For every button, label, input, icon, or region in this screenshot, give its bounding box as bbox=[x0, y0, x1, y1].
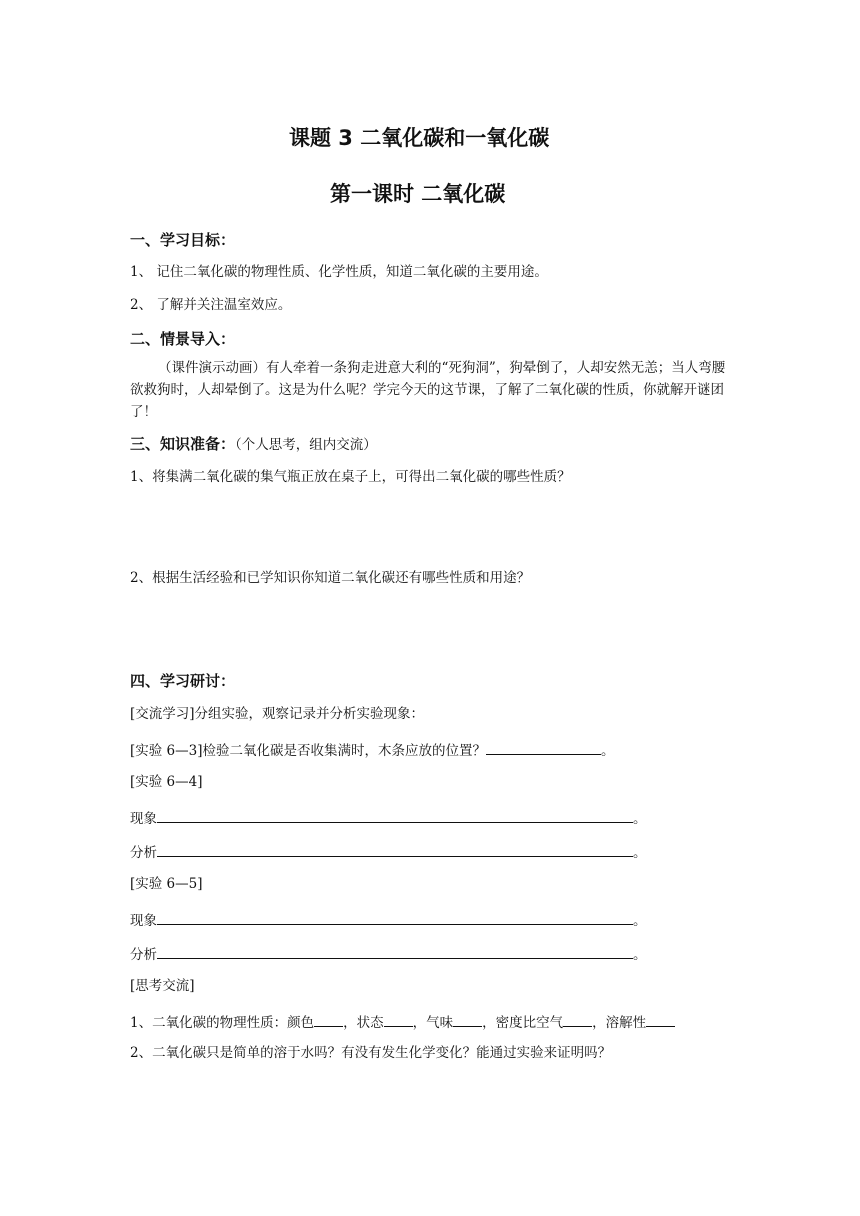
think-label: [思考交流] bbox=[130, 978, 195, 994]
answer-blank[interactable] bbox=[157, 912, 633, 925]
period: 。 bbox=[633, 913, 647, 929]
goal-item: 1、 记住二氧化碳的物理性质、化学性质，知道二氧化碳的主要用途。 bbox=[130, 264, 548, 280]
prep-heading-text: 三、知识准备： bbox=[130, 435, 236, 453]
period: 。 bbox=[633, 811, 647, 827]
answer-blank[interactable] bbox=[646, 1014, 675, 1027]
answer-blank[interactable] bbox=[486, 742, 601, 755]
section-heading-study: 四、学习研讨： bbox=[130, 672, 236, 690]
phenomenon-line bbox=[130, 810, 647, 827]
answer-blank[interactable] bbox=[157, 844, 633, 857]
goal-item: 2、 了解并关注温室效应。 bbox=[130, 297, 292, 313]
section-heading-goals: 一、学习目标： bbox=[130, 231, 236, 249]
phenomenon-line bbox=[130, 912, 647, 929]
section-heading-intro: 二、情景导入： bbox=[130, 330, 236, 348]
property-state: ，状态 bbox=[343, 1015, 384, 1031]
answer-blank[interactable] bbox=[384, 1014, 413, 1027]
analysis-label: 分析 bbox=[130, 845, 157, 861]
prep-question: 1、将集满二氧化碳的集气瓶正放在桌子上，可得出二氧化碳的哪些性质？ bbox=[130, 469, 571, 485]
section-heading-prep bbox=[130, 437, 377, 453]
page-subtitle: 第一课时 二氧化碳 bbox=[330, 182, 506, 206]
analysis-line bbox=[130, 946, 647, 963]
property-question bbox=[130, 1014, 675, 1031]
reaction-question: 2、二氧化碳只是简单的溶于水吗？有没有发生化学变化？能通过实验来证明吗？ bbox=[130, 1045, 612, 1061]
analysis-line bbox=[130, 844, 647, 861]
answer-blank[interactable] bbox=[314, 1014, 343, 1027]
answer-blank[interactable] bbox=[157, 946, 633, 959]
study-intro: [交流学习]分组实验，观察记录并分析实验现象： bbox=[130, 706, 425, 722]
answer-blank[interactable] bbox=[563, 1014, 592, 1027]
period: 。 bbox=[633, 947, 647, 963]
experiment-6-3 bbox=[130, 742, 615, 759]
property-lead: 1、二氧化碳的物理性质：颜色 bbox=[130, 1015, 315, 1031]
experiment-6-3-text: [实验 6—3]检验二氧化碳是否收集满时，木条应放的位置？ bbox=[130, 743, 487, 759]
period: 。 bbox=[633, 845, 647, 861]
answer-blank[interactable] bbox=[157, 810, 633, 823]
property-solubility: ，溶解性 bbox=[592, 1015, 647, 1031]
phenomenon-label: 现象 bbox=[130, 913, 157, 929]
phenomenon-label: 现象 bbox=[130, 811, 157, 827]
page-title: 课题 3 二氧化碳和一氧化碳 bbox=[289, 126, 550, 150]
prep-note: （个人思考，组内交流） bbox=[235, 437, 377, 453]
property-smell: ，气味 bbox=[412, 1015, 454, 1031]
experiment-6-4-label: [实验 6—4] bbox=[130, 774, 203, 790]
period: 。 bbox=[601, 743, 615, 759]
analysis-label: 分析 bbox=[130, 947, 157, 963]
property-density: ，密度比空气 bbox=[482, 1015, 564, 1031]
prep-question: 2、根据生活经验和已学知识你知道二氧化碳还有哪些性质和用途？ bbox=[130, 570, 531, 586]
experiment-6-5-label: [实验 6—5] bbox=[130, 876, 203, 892]
intro-paragraph: （课件演示动画）有人牵着一条狗走进意大利的“死狗洞”，狗晕倒了，人却安然无恙；当人弯腰欲救狗时，人却晕倒了。这是为什么呢？学完今天的这节课，了解了二氧化碳的性质，你就解开谜团了！ bbox=[130, 360, 726, 420]
answer-blank[interactable] bbox=[453, 1014, 482, 1027]
